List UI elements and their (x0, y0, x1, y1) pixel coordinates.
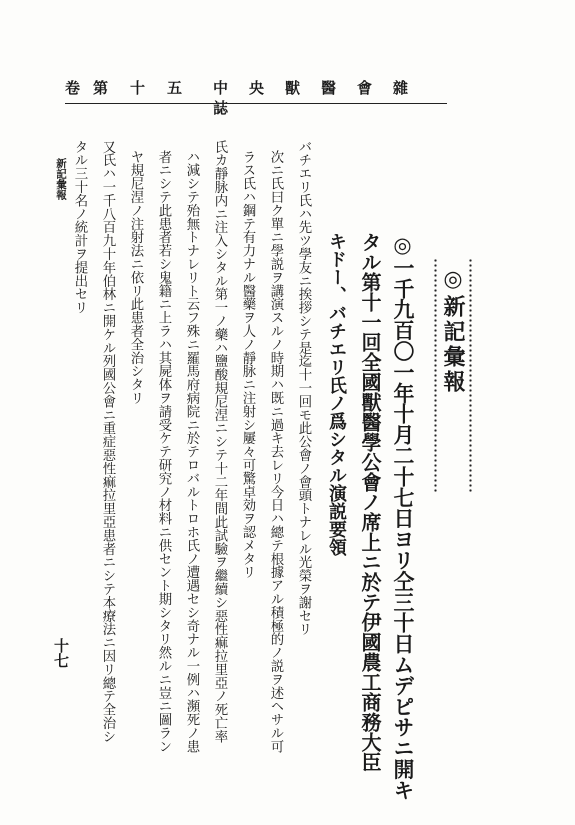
running-header (65, 78, 447, 117)
headline-line-2: タル第十一回全國獸醫學公會ノ席上ニ於テ伊國農工商務大臣 (358, 232, 382, 772)
body-line-6: 者ニシテ此患者若シ鬼籍ニ上ラハ其屍体ヲ請受ケテ研究ノ材料ニ供セント期シタリ然ルニ豈ニ圖ラン (156, 150, 171, 753)
header-rule (65, 103, 447, 104)
section-title-box (433, 258, 473, 494)
title-border-left (433, 258, 438, 494)
body-line-9: タル三十名ノ統計ヲ提出セリ (72, 140, 87, 315)
page-number: 十七 (52, 638, 70, 668)
body-line-1: バチエリ氏ハ先ツ學友ニ挨拶シテ是迄十一回モ此公會ノ會頭トナレル光榮ヲ謝セリ (296, 140, 311, 636)
volume-mark: 卷 (65, 79, 81, 97)
margin-section-label: 新記彙報 (55, 158, 67, 200)
magazine-title: 中央獸醫會雜誌 (213, 79, 430, 117)
body-line-8: 又氏ハ一千八百九十年伯林ニ開ケル列國公會ニ重症惡性痲拉里亞患者ニシテ本療法ニ因リ總テ全治シ (100, 140, 115, 743)
title-border-right (468, 258, 473, 494)
headline-line-1: ◎一千九百〇一年十月二十七日ヨリ仝三十日ムデピサニ開キ (390, 232, 415, 801)
body-line-4: 氏カ靜脉内ニ注入シタル第一ノ藥ハ鹽酸規尼涅ニシテ十二年間此試驗ヲ繼續シ惡性痲拉里亞ノ死亡率 (212, 140, 227, 743)
body-line-7: ヤ規尼涅ノ注射法ニ依リ此患者全治シタリ (128, 150, 143, 405)
body-line-5: ハ減シテ殆無トナレリト云フ殊ニ羅馬府病院ニ於テロバルトロホ氏ノ遭遇セシ奇ナル一例ハ瀕死ノ患 (184, 150, 199, 753)
body-line-2: 次ニ氏曰ク單ニ學説ヲ講演スルノ時期ハ既ニ過キ去レリ今日ハ總テ根據アル積極的ノ説ヲ述ヘサル可 (268, 150, 283, 753)
headline-line-3: キドー、バチエリ氏ノ爲シタル演説要領 (326, 232, 347, 556)
section-title: ◎新記彙報 (440, 266, 466, 395)
issue-number: 第十五 (93, 79, 205, 97)
body-line-3: ラス氏ハ鋼テ有力ナル醫藥ヲ人ノ靜脉ニ注射シ屢々可驚卓効ヲ認メタリ (240, 150, 255, 579)
